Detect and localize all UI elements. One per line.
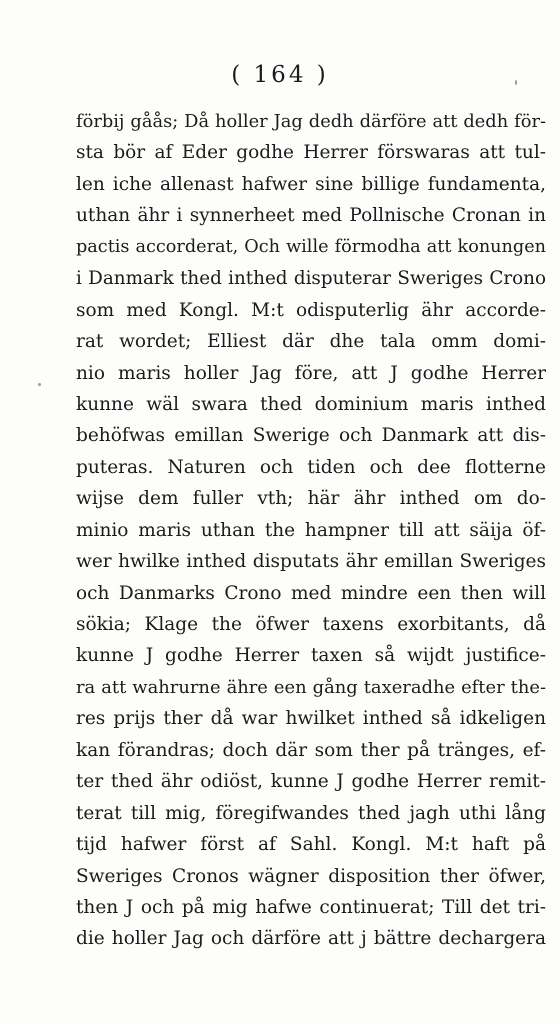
paper-speck (515, 80, 517, 85)
text-line: wer hwilke inthed disputats ähr emillan Sweriges (76, 551, 546, 573)
text-line: terat till mig, föregifwandes thed jagh uthi lång (76, 802, 546, 824)
text-line: then J och på mig hafwe continuerat; Till det tri- (76, 896, 546, 918)
text-line: behöfwas emillan Swerige och Danmark att dis- (76, 425, 546, 447)
text-line: sta bör af Eder godhe Herrer förswaras att tul- (76, 142, 546, 164)
text-line: i Danmark thed inthed disputerar Sweriges Crono (76, 268, 546, 290)
text-line: rat wordet; Elliest där dhe tala omm domi- (76, 331, 546, 353)
text-line: nio maris holler Jag före, att J godhe Herrer (76, 362, 546, 384)
text-line: puteras. Naturen och tiden och dee flotterne (76, 456, 546, 478)
paper-speck (38, 383, 41, 386)
page-number: ( 164 ) (231, 62, 329, 88)
text-line: pactis accorderat, Och wille förmodha att konungen (76, 236, 546, 257)
text-line: förbij gåås; Då holler Jag dedh därföre att dedh för- (76, 111, 546, 132)
text-line: wijse dem fuller vth; här ähr inthed om do- (76, 488, 546, 510)
text-line: res prijs ther då war hwilket inthed så idkeligen (76, 708, 546, 730)
text-line: len iche allenast hafwer sine billige fundamenta, (76, 173, 546, 195)
text-line: ter thed ähr odiöst, kunne J godhe Herrer remit- (76, 771, 546, 793)
text-line: som med Kongl. M:t odisputerlig ähr accorde- (76, 299, 546, 321)
text-line: ra att wahrurne ähre een gång taxeradhe efter the- (76, 676, 546, 698)
body-text (76, 106, 546, 955)
text-line: kan förandras; doch där som ther på tränges, ef- (76, 739, 546, 761)
text-line: Sweriges Cronos wägner disposition ther öfwer, (76, 865, 546, 887)
text-line: och Danmarks Crono med mindre een then will (76, 582, 546, 604)
text-line: minio maris uthan the hampner till att säija öf- (76, 519, 546, 541)
text-line: kunne wäl swara thed dominium maris inthed (76, 393, 546, 415)
text-line: die holler Jag och därföre att j bättre dechargera (76, 928, 546, 950)
text-line: uthan ähr i synnerheet med Pollnische Cronan in (76, 205, 546, 227)
text-line: kunne J godhe Herrer taxen så wijdt justifice- (76, 645, 546, 667)
text-line: sökia; Klage the öfwer taxens exorbitants, då (76, 614, 546, 635)
text-line: tijd hafwer först af Sahl. Kongl. M:t haft på (76, 834, 546, 856)
